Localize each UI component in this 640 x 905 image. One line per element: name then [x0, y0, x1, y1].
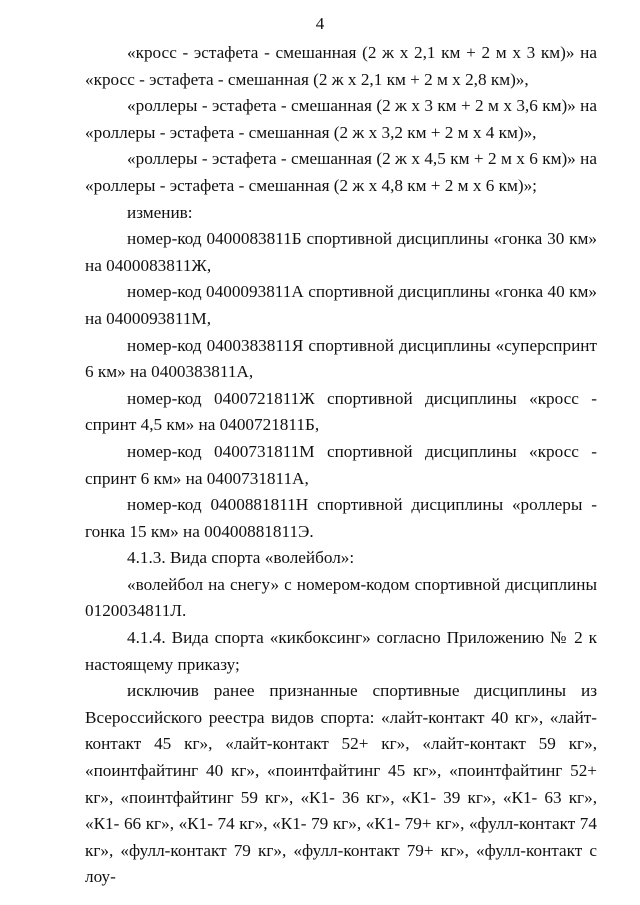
paragraph-excluded-disciplines: исключив ранее признанные спортивные дисциплины из Всероссийского реестра видов спорта: «лайт-контакт 40 кг», «лайт-контакт 45 кг», «лайт-контакт 52+ кг», «лайт-контакт 59 кг», «поинтфайтинг 40 кг», «поинтфайтинг 45 кг», «поинтфайтинг 52+ кг», «поинтфайтинг 59 кг», «К1- 36 кг», «К1- 39 кг», «К1- 63 кг», «К1- 66 кг», «К1- 74 кг», «К1- 79 кг», «К1- 79+ кг», «фулл-контакт 74 кг», «фулл-контакт 79 кг», «фулл-контакт 79+ кг», «фулл-контакт с лоу- — [85, 681, 597, 887]
paragraph-snow-volleyball: «волейбол на снегу» с номером-кодом спортивной дисциплины 0120034811Л. — [85, 574, 597, 621]
paragraph-code-supersprint: номер-код 0400383811Я спортивной дисциплины «суперспринт 6 км» на 0400383811А, — [85, 335, 597, 382]
section-4-1-3-heading: 4.1.3. Вида спорта «волейбол»: — [127, 548, 355, 568]
paragraph-code-cross-sprint-6: номер-код 0400731811М спортивной дисциплины «кросс - спринт 6 км» на 0400731811А, — [85, 441, 597, 488]
paragraph-cross-relay: «кросс - эстафета - смешанная (2 ж х 2,1 км + 2 м х 3 км)» на «кросс - эстафета - смешанная (2 ж х 2,1 км + 2 м х 2,8 км)», — [85, 43, 597, 89]
page-number: 4 — [315, 14, 325, 33]
paragraph-code-race-30: номер-код 0400083811Б спортивной дисциплины «гонка 30 км» на 0400083811Ж, — [85, 229, 597, 275]
document-body — [85, 40, 597, 891]
paragraph-code-cross-sprint-4-5: номер-код 0400721811Ж спортивной дисциплины «кросс - спринт 4,5 км» на 0400721811Б, — [85, 388, 597, 435]
paragraph-changing: изменив: — [127, 202, 193, 222]
paragraph-rollers-relay-1: «роллеры - эстафета - смешанная (2 ж х 3 км + 2 м х 3,6 км)» на «роллеры - эстафета - смешанная (2 ж х 3,2 км + 2 м х 4 км)», — [85, 96, 597, 142]
paragraph-code-rollers-race-15: номер-код 0400881811Н спортивной дисциплины «роллеры - гонка 15 км» на 00400881811Э. — [85, 495, 597, 541]
paragraph-rollers-relay-2: «роллеры - эстафета - смешанная (2 ж х 4,5 км + 2 м х 6 км)» на «роллеры - эстафета - смешанная (2 ж х 4,8 км + 2 м х 6 км)»; — [85, 149, 597, 195]
paragraph-code-race-40: номер-код 0400093811А спортивной дисциплины «гонка 40 км» на 0400093811М, — [85, 282, 597, 328]
section-4-1-4-heading: 4.1.4. Вида спорта «кикбоксинг» согласно Приложению № 2 к настоящему приказу; — [85, 628, 597, 674]
